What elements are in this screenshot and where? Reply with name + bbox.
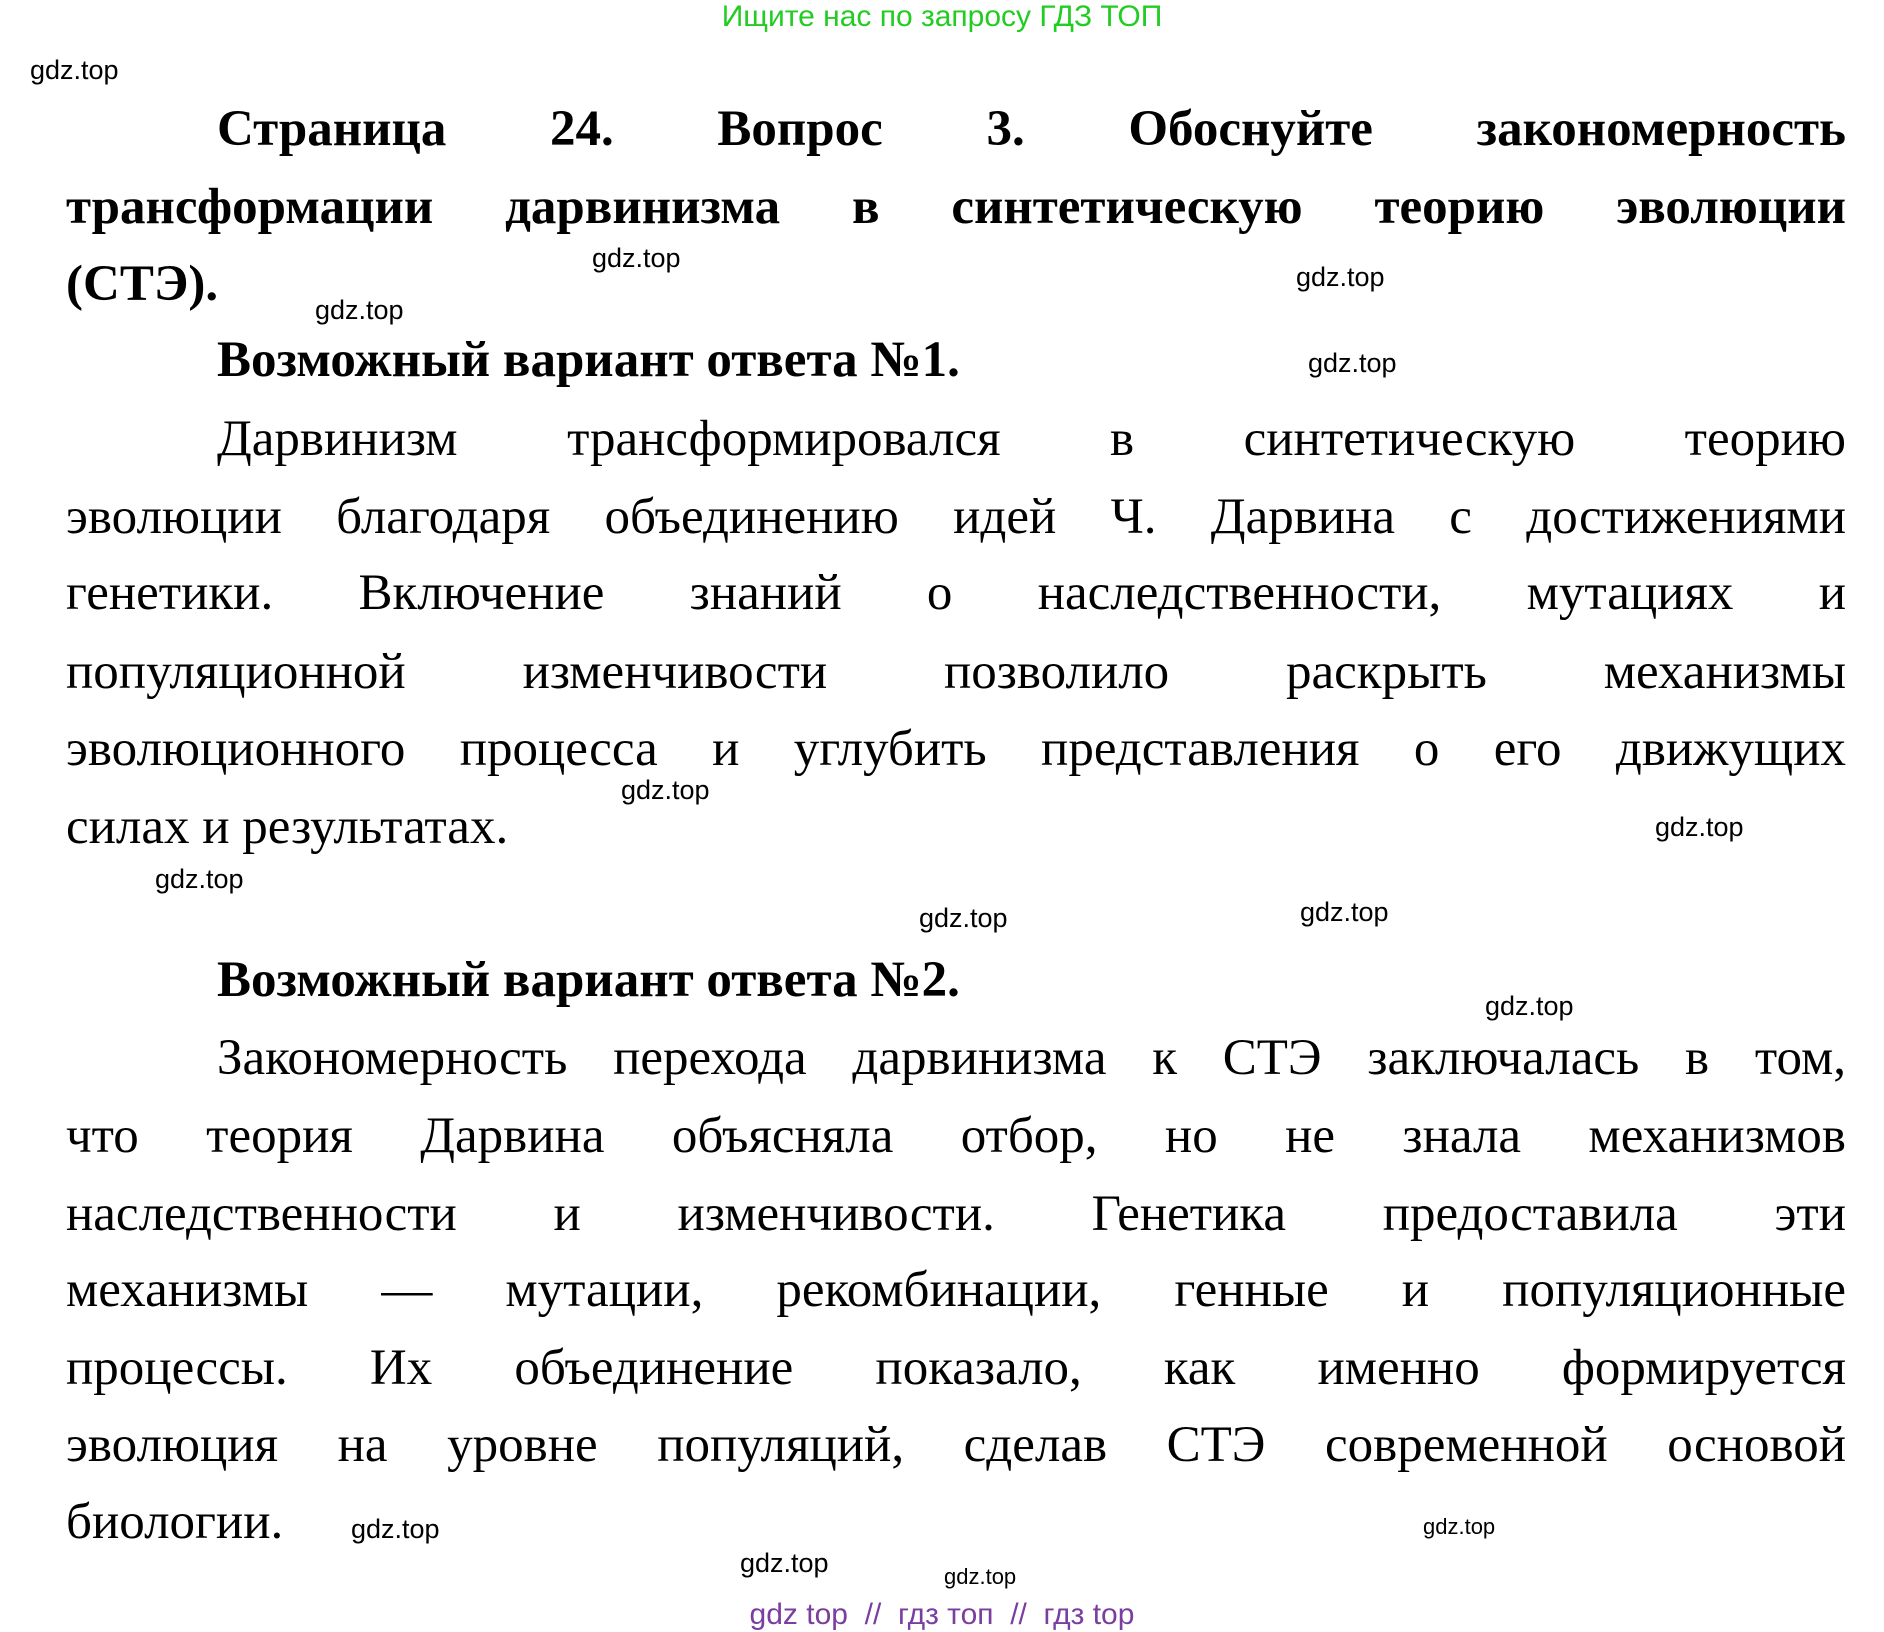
watermark: gdz.top <box>944 1564 1017 1589</box>
answer2-line: эволюция на уровне популяций, сделав СТЭ современной основой <box>66 1417 1846 1473</box>
link-gdz-top-mixed[interactable]: гдз top <box>1043 1598 1135 1631</box>
answer1-line: силах и результатах. <box>66 799 509 855</box>
watermark: gdz.top <box>1423 1514 1496 1539</box>
watermark: gdz.top <box>592 243 681 273</box>
watermark: gdz.top <box>1300 897 1389 927</box>
bottom-links <box>0 1598 1884 1632</box>
link-gdz-top[interactable]: gdz top <box>749 1598 848 1631</box>
watermark: gdz.top <box>919 903 1008 933</box>
answer1-heading: Возможный вариант ответа №1. <box>217 332 960 388</box>
watermark: gdz.top <box>621 775 710 805</box>
answer1-line: эволюции благодаря объединению идей Ч. Дарвина с достижениями <box>66 489 1846 545</box>
answer1-line: эволюционного процесса и углубить представления о его движущих <box>66 721 1846 777</box>
watermark: gdz.top <box>315 295 404 325</box>
search-banner: Ищите нас по запросу ГДЗ ТОП <box>721 0 1163 33</box>
watermark: gdz.top <box>1296 262 1385 292</box>
watermark: gdz.top <box>740 1548 829 1578</box>
answer2-line: что теория Дарвина объясняла отбор, но не знала механизмов <box>66 1108 1846 1164</box>
answer1-line: Дарвинизм трансформировался в синтетическую теорию <box>217 411 1846 467</box>
answer2-line: механизмы — мутации, рекомбинации, генные и популяционные <box>66 1262 1846 1318</box>
separator: // <box>864 1598 882 1631</box>
watermark: gdz.top <box>30 55 119 85</box>
watermark: gdz.top <box>1655 812 1744 842</box>
answer2-line: наследственности и изменчивости. Генетика предоставила эти <box>66 1186 1846 1242</box>
answer2-line: биологии. <box>66 1494 284 1550</box>
answer1-line: популяционной изменчивости позволило раскрыть механизмы <box>66 644 1846 700</box>
answer2-line: Закономерность перехода дарвинизма к СТЭ заключалась в том, <box>217 1030 1846 1086</box>
link-gdz-top-ru[interactable]: гдз топ <box>897 1598 994 1631</box>
watermark: gdz.top <box>1308 348 1397 378</box>
separator: // <box>1010 1598 1027 1631</box>
question-line: трансформации дарвинизма в синтетическую теорию эволюции <box>66 179 1846 235</box>
watermark: gdz.top <box>351 1514 440 1544</box>
answer2-line: процессы. Их объединение показало, как именно формируется <box>66 1340 1846 1396</box>
answer2-heading: Возможный вариант ответа №2. <box>217 952 960 1008</box>
watermark: gdz.top <box>1485 991 1574 1021</box>
watermark: gdz.top <box>155 864 244 894</box>
question-line: Страница 24. Вопрос 3. Обоснуйте закономерность <box>217 101 1846 157</box>
question-line: (СТЭ). <box>66 256 219 312</box>
answer1-line: генетики. Включение знаний о наследственности, мутациях и <box>66 565 1846 621</box>
